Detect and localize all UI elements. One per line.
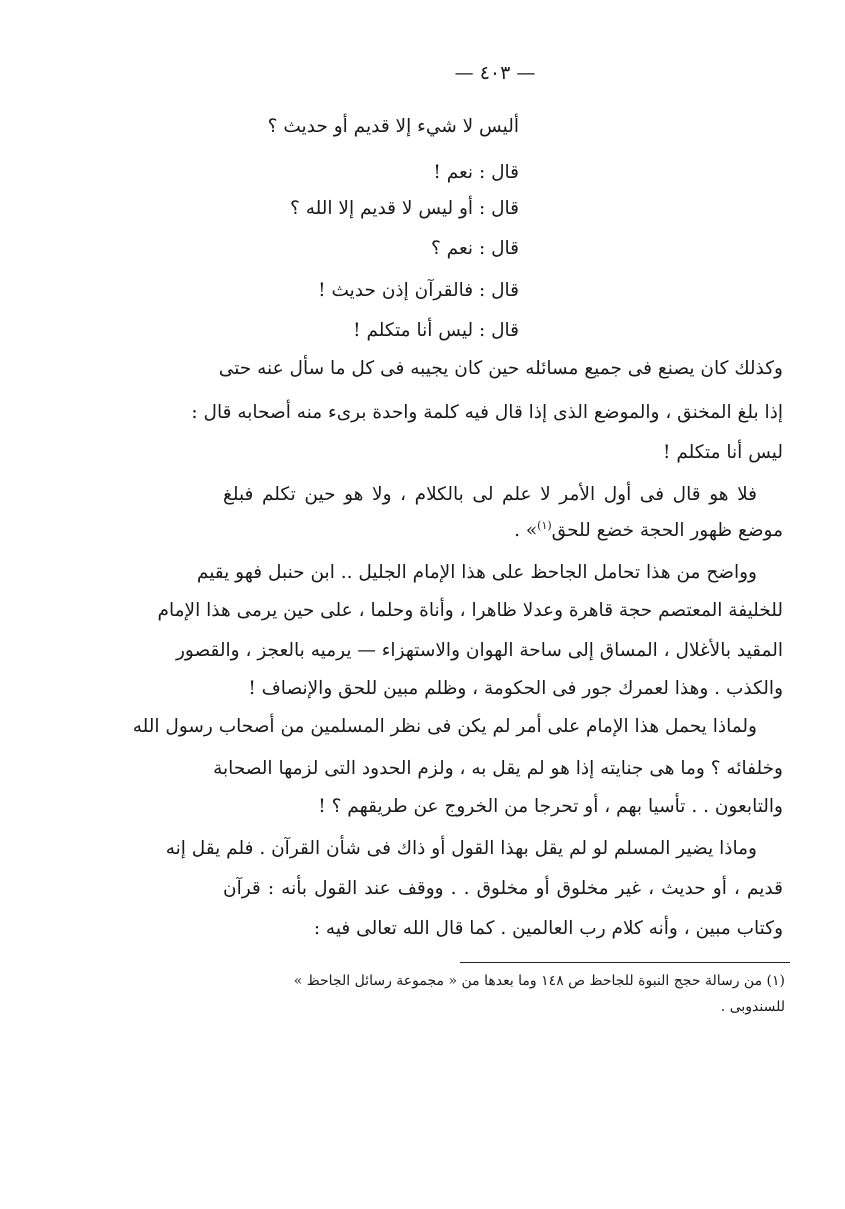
paragraph-line [223, 520, 783, 541]
paragraph-line: وكتاب مبين ، وأنه كلام رب العالمين . كما قال الله تعالى فيه : [313, 918, 783, 939]
paragraph-line: فلا هو قال فى أول الأمر لا علم لى بالكلام ، ولا هو حين تكلم فبلغ [223, 484, 757, 505]
dialogue-line: قال : أو ليس لا قديم إلا الله ؟ [290, 198, 519, 219]
paragraph-line: وواضح من هذا تحامل الجاحظ على هذا الإمام الجليل .. ابن حنبل فهو يقيم [196, 562, 757, 583]
dialogue-line: قال : فالقرآن إذن حديث ! [318, 280, 519, 301]
paragraph-line: وخلفائه ؟ وما هى جنايته إذا هو لم يقل به ، ولزم الحدود التى لزمها الصحابة [213, 758, 783, 779]
paragraph-line: إذا بلغ المخنق ، والموضع الذى إذا قال فيه كلمة واحدة برىء منه أصحابه قال : [191, 402, 783, 423]
paragraph-line: المقيد بالأغلال ، المساق إلى ساحة الهوان والاستهزاء — يرميه بالعجز ، والقصور [175, 640, 783, 661]
footnote-line: (١) من رسالة حجج النبوة للجاحظ ص ١٤٨ وما بعدها من « مجموعة رسائل الجاحظ » [293, 973, 785, 989]
page-number: — ٤٠٣ — [454, 62, 536, 84]
footnote-marker: (١) [537, 519, 552, 532]
paragraph-line: ليس أنا متكلم ! [663, 442, 783, 463]
paragraph-line: والتابعون . . تأسيا بهم ، أو تحرجا من الخروج عن طريقهم ؟ ! [318, 796, 783, 817]
paragraph-line: قديم ، أو حديث ، غير مخلوق أو مخلوق . . ووقف عند القول بأنه : قرآن [223, 878, 783, 899]
paragraph-line: وكذلك كان يصنع فى جميع مسائله حين كان يجيبه فى كل ما سأل عنه حتى [218, 358, 783, 379]
footnote-line: للسندوبى . [720, 999, 785, 1015]
paragraph-line: والكذب . وهذا لعمرك جور فى الحكومة ، وظلم مبين للحق والإنصاف ! [248, 678, 783, 699]
dialogue-line: قال : نعم ! [433, 162, 519, 183]
paragraph-line: وماذا يضير المسلم لو لم يقل بهذا القول أو ذاك فى شأن القرآن . فلم يقل إنه [165, 838, 757, 859]
footnote-divider [460, 962, 790, 963]
dialogue-line: أليس لا شيء إلا قديم أو حديث ؟ [267, 116, 519, 137]
paragraph-text: موضع ظهور الحجة خضع للحق [551, 520, 783, 542]
dialogue-line: قال : ليس أنا متكلم ! [353, 320, 519, 341]
paragraph-line: للخليفة المعتصم حجة قاهرة وعدلا ظاهرا ، وأناة وحلما ، على حين يرمى هذا الإمام [157, 600, 783, 621]
dialogue-line: قال : نعم ؟ [430, 238, 519, 259]
closing-quote: » . [514, 520, 538, 542]
paragraph-line: ولماذا يحمل هذا الإمام على أمر لم يكن فى نظر المسلمين من أصحاب رسول الله [132, 716, 757, 737]
